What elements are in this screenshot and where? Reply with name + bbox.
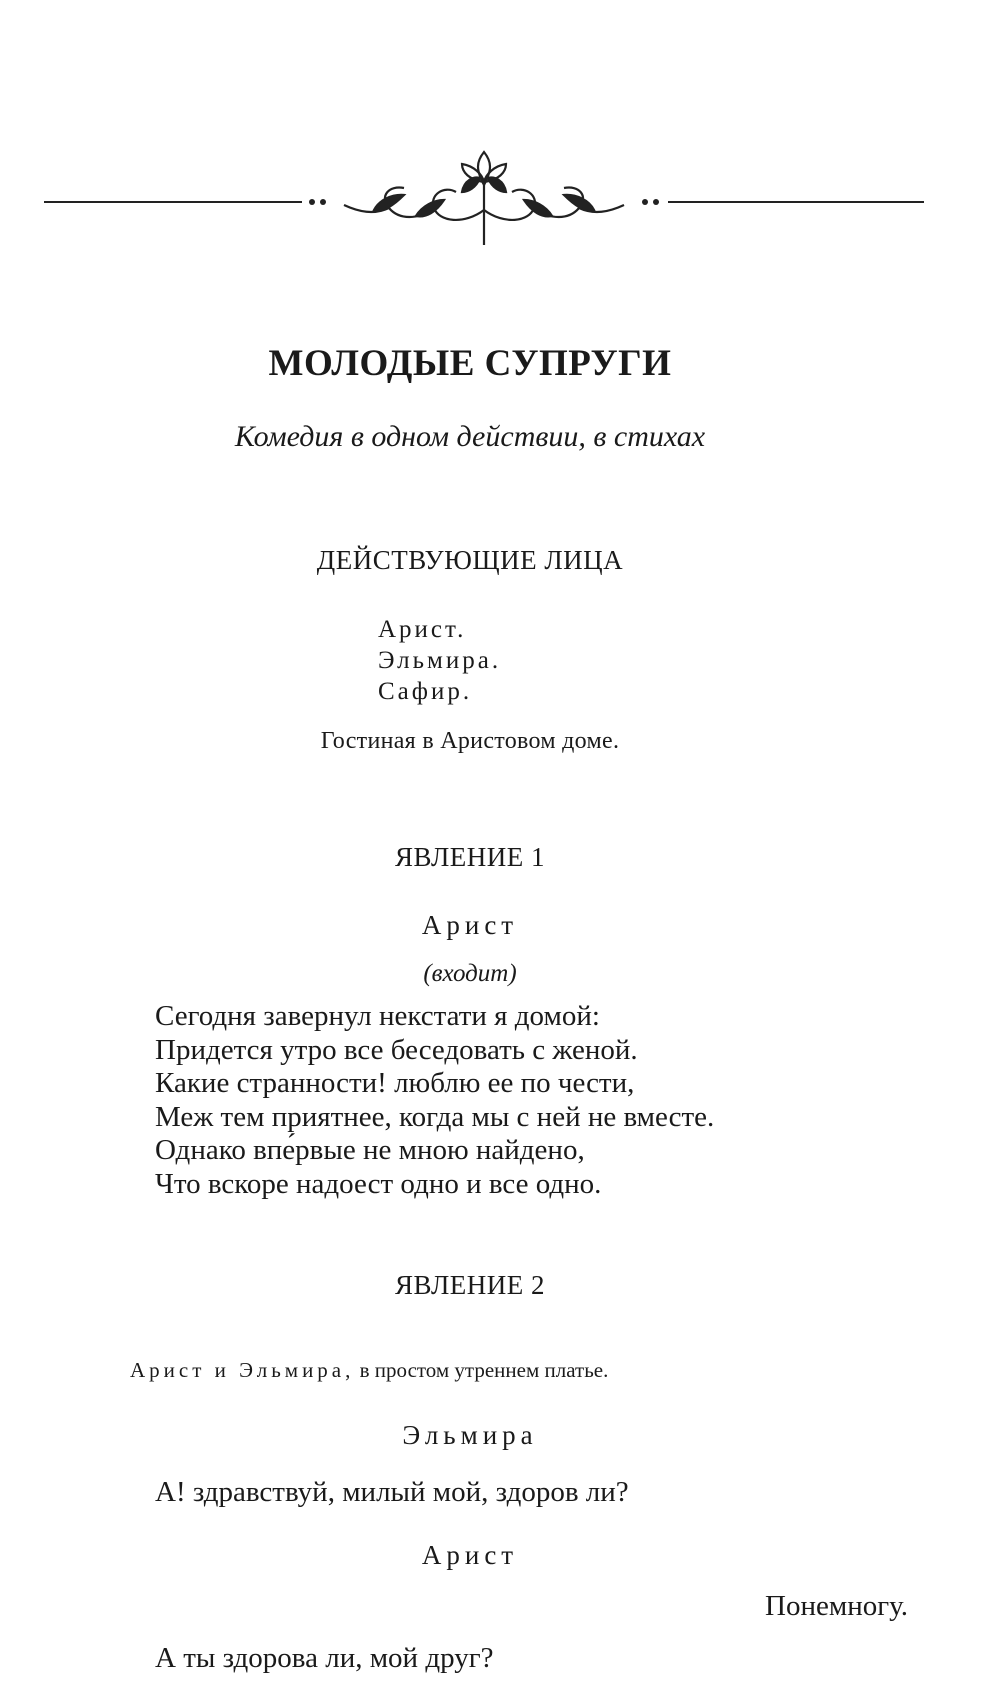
character-name: Сафир. (378, 678, 473, 705)
scene-2-stage-direction (130, 1358, 608, 1383)
scene-1-heading: ЯВЛЕНИЕ 1 (394, 842, 546, 872)
direction-text: в простом утреннем платье. (359, 1358, 609, 1382)
character-list (378, 614, 501, 707)
scene-2-speaker-arist: Арист (421, 1540, 519, 1570)
character-name: Арист. (378, 616, 467, 643)
verse-line: Какие странности! люблю ее по чести, (155, 1067, 635, 1099)
scene-1-verse (155, 1000, 714, 1201)
verse-line: Придется утро все беседовать с женой. (155, 1033, 638, 1066)
scene-1-speaker: Арист (421, 910, 519, 940)
scene-2-line-1: А! здравствуй, милый мой, здоров ли? (155, 1476, 629, 1508)
scene-2-line-2: Понемногу. (765, 1590, 908, 1622)
scene-2-heading: ЯВЛЕНИЕ 2 (394, 1270, 546, 1300)
dramatis-personae-heading: ДЕЙСТВУЮЩИЕ ЛИЦА (316, 545, 624, 575)
scene-1-stage-direction: (входит) (423, 960, 517, 987)
verse-line: Однако впе́рвые не мною найдено, (155, 1134, 585, 1166)
scene-2-speaker-elmira: Эльмира (402, 1420, 538, 1450)
direction-names: Арист и Эльмира, (130, 1358, 355, 1382)
setting-description: Гостиная в Аристовом доме. (320, 728, 620, 754)
verse-line: Что вскоре надоест одно и все одно. (155, 1167, 602, 1200)
scene-2-line-3: А ты здорова ли, мой друг? (155, 1642, 494, 1674)
character-name: Эльмира. (378, 647, 502, 674)
play-subtitle: Комедия в одном действии, в стихах (234, 420, 706, 453)
ornament-divider (44, 150, 924, 260)
verse-line: Меж тем приятнее, когда мы с ней не вместе. (155, 1100, 715, 1133)
play-title: МОЛОДЫЕ СУПРУГИ (268, 343, 672, 384)
verse-line: Сегодня завернул некстати я домой: (155, 1000, 600, 1032)
